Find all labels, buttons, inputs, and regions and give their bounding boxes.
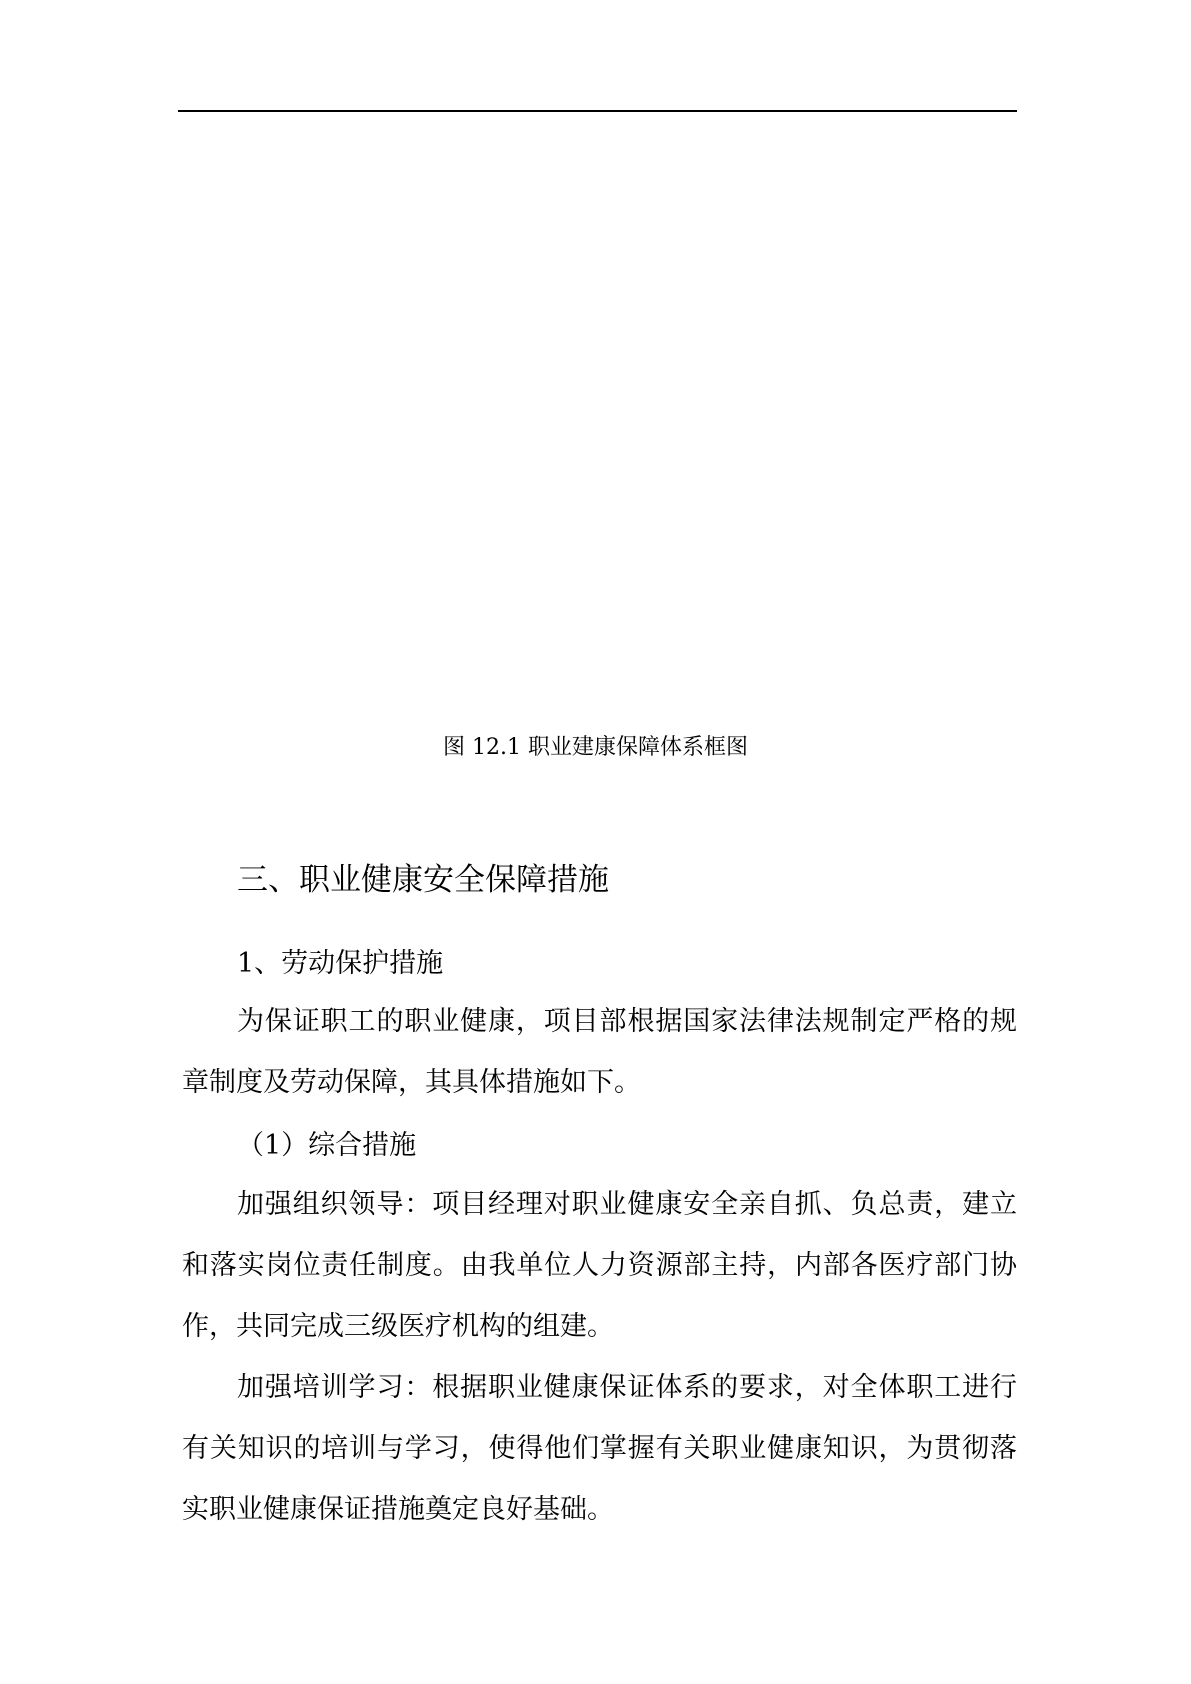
organization-paragraph-line: 和落实岗位责任制度。由我单位人力资源部主持，内部各医疗部门协 (182, 1250, 1017, 1281)
figure-placeholder (178, 120, 1017, 720)
training-paragraph-line: 有关知识的培训与学习，使得他们掌握有关职业健康知识，为贯彻落 (182, 1433, 1017, 1464)
organization-paragraph-line: 加强组织领导：项目经理对职业健康安全亲自抓、负总责，建立 (237, 1189, 1017, 1220)
section-heading: 三、职业健康安全保障措施 (237, 862, 609, 898)
header-rule (178, 110, 1017, 112)
training-paragraph-line: 加强培训学习：根据职业健康保证体系的要求，对全体职工进行 (237, 1372, 1017, 1403)
organization-paragraph-line: 作，共同完成三级医疗机构的组建。 (182, 1311, 614, 1342)
item-title: （1）综合措施 (237, 1130, 417, 1161)
intro-paragraph-line: 章制度及劳动保障，其具体措施如下。 (182, 1067, 641, 1098)
figure-caption: 图 12.1 职业建康保障体系框图 (443, 735, 748, 760)
subsection-title: 1、劳动保护措施 (237, 948, 444, 979)
intro-paragraph-line: 为保证职工的职业健康，项目部根据国家法律法规制定严格的规 (237, 1006, 1017, 1037)
training-paragraph-line: 实职业健康保证措施奠定良好基础。 (182, 1494, 614, 1525)
